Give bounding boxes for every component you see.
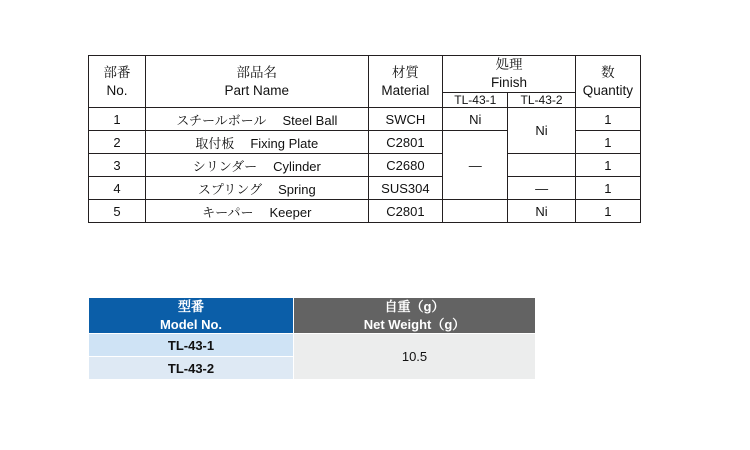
cell-quantity: 1 — [575, 200, 640, 223]
cell-model-no: TL-43-1 — [89, 334, 294, 357]
cell-no: 2 — [89, 131, 146, 154]
cell-quantity: 1 — [575, 154, 640, 177]
header-finish-tl-43-1: TL-43-1 — [443, 93, 508, 108]
model-weight-table-body — [89, 298, 536, 380]
cell-finish-1-merged-2-4: — — [443, 131, 508, 200]
header-net-weight — [294, 298, 536, 334]
cell-no: 1 — [89, 108, 146, 131]
cell-finish-2: Ni — [508, 200, 575, 223]
cell-quantity: 1 — [575, 131, 640, 154]
cell-finish-2-merged-1-2: Ni — [508, 108, 575, 154]
cell-material: SWCH — [368, 108, 443, 131]
cell-no: 3 — [89, 154, 146, 177]
table-row — [89, 154, 641, 177]
cell-net-weight: 10.5 — [294, 334, 536, 380]
parts-table-head — [89, 56, 641, 108]
header-no — [89, 56, 146, 108]
cell-finish-2 — [508, 154, 575, 177]
cell-quantity: 1 — [575, 177, 640, 200]
table-row — [89, 334, 536, 357]
cell-material: C2801 — [368, 131, 443, 154]
cell-part-name-jp: スプリング — [197, 181, 263, 197]
header-quantity-jp: 数 — [601, 64, 615, 80]
header-material-en: Material — [381, 82, 430, 98]
header-net-weight-en: Net Weight（g） — [363, 316, 466, 332]
cell-part-name-en: Steel Ball — [282, 112, 338, 128]
table-row — [89, 177, 641, 200]
header-material — [368, 56, 443, 108]
cell-model-no: TL-43-2 — [89, 357, 294, 380]
cell-part-name-jp: 取付板 — [195, 135, 235, 151]
cell-no: 4 — [89, 177, 146, 200]
header-net-weight-jp: 自重（g） — [384, 299, 445, 314]
cell-material: C2680 — [368, 154, 443, 177]
cell-part-name-en: Keeper — [269, 204, 312, 220]
header-model-no-en: Model No. — [159, 316, 223, 332]
header-finish-jp: 処理 — [495, 57, 523, 72]
model-weight-table — [88, 297, 536, 380]
cell-part-name-en: Fixing Plate — [250, 135, 319, 151]
cell-quantity: 1 — [575, 108, 640, 131]
cell-part-name-en: Spring — [278, 181, 316, 197]
cell-part-name-en: Cylinder — [273, 158, 321, 174]
header-part-name — [145, 56, 368, 108]
header-finish-tl-43-2: TL-43-2 — [508, 93, 575, 108]
header-model-no — [89, 298, 294, 334]
header-part-name-jp: 部品名 — [236, 64, 278, 80]
table-header-row — [89, 298, 536, 334]
header-finish-en: Finish — [490, 75, 527, 91]
parts-table-container — [88, 55, 641, 223]
header-quantity-en: Quantity — [582, 82, 633, 98]
cell-part-name — [145, 108, 368, 131]
model-weight-table-container — [88, 297, 535, 380]
cell-finish-1 — [443, 200, 508, 223]
header-quantity — [575, 56, 640, 108]
cell-part-name — [145, 177, 368, 200]
cell-part-name — [145, 154, 368, 177]
cell-finish-2: — — [508, 177, 575, 200]
header-part-name-en: Part Name — [224, 82, 290, 98]
parts-table — [88, 55, 641, 223]
cell-part-name — [145, 131, 368, 154]
header-finish — [443, 56, 576, 93]
header-no-jp: 部番 — [103, 64, 131, 80]
cell-part-name-jp: スチールボール — [176, 112, 267, 128]
header-material-jp: 材質 — [391, 64, 419, 80]
table-header-row — [89, 56, 641, 93]
table-row — [89, 108, 641, 131]
header-no-en: No. — [106, 82, 128, 98]
table-row — [89, 200, 641, 223]
parts-table-body — [89, 108, 641, 223]
cell-part-name-jp: キーパー — [202, 204, 254, 220]
header-model-no-jp: 型番 — [177, 299, 204, 314]
cell-part-name — [145, 200, 368, 223]
cell-part-name-jp: シリンダー — [192, 158, 258, 174]
cell-finish-1: Ni — [443, 108, 508, 131]
cell-no: 5 — [89, 200, 146, 223]
cell-material: SUS304 — [368, 177, 443, 200]
cell-material: C2801 — [368, 200, 443, 223]
